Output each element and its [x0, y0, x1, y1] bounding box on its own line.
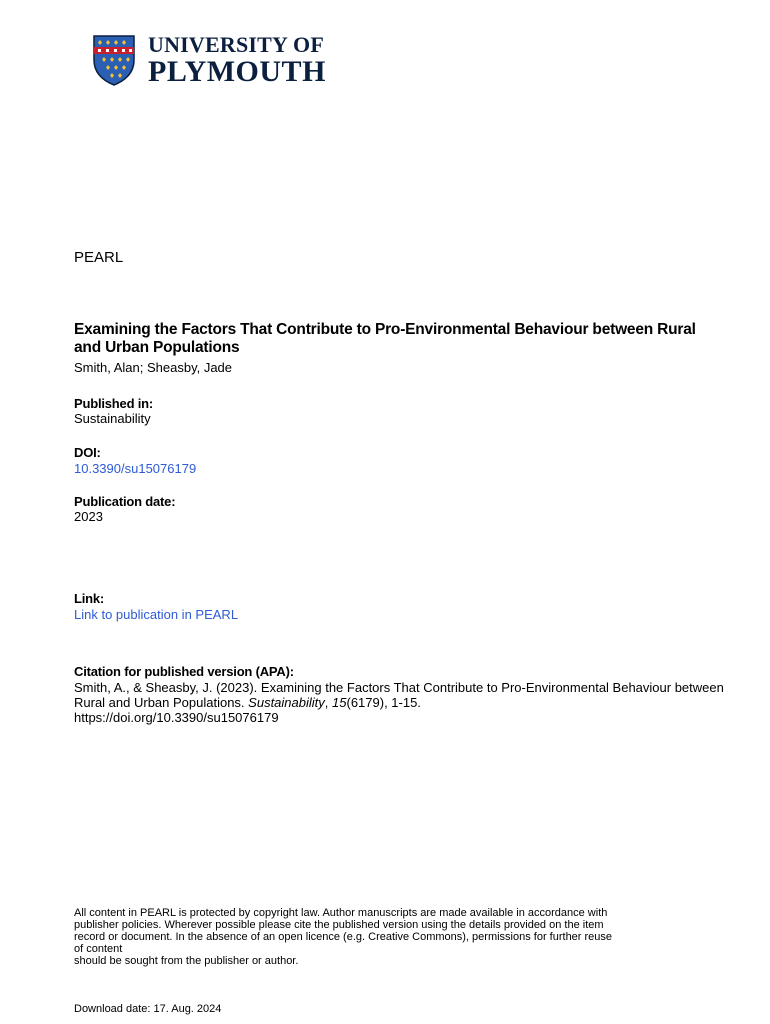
doi-link[interactable]: 10.3390/su15076179 [74, 461, 197, 476]
notice-line-2: publisher policies. Wherever possible please cite the published version using the details provided on the item [74, 919, 604, 931]
doi-label: DOI: [74, 445, 101, 460]
citation-part-2: (6179), 1-15. [346, 695, 421, 710]
notice-line-3: record or document. In the absence of an open licence (e.g. Creative Commons), permissions for further reuse [74, 931, 613, 943]
citation-part-1: Smith, A., & Sheasby, J. (2023). Examining the Factors That Contribute to Pro-Environmental Behaviour between Rural and Urban Populations. [74, 680, 724, 710]
notice-line-4: of content [74, 943, 123, 955]
paper-title: Examining the Factors That Contribute to Pro-Environmental Behaviour between Rural and Urban Populations [74, 321, 696, 356]
notice-line-5: should be sought from the publisher or author. [74, 955, 299, 967]
repository-name: PEARL [74, 249, 124, 266]
download-date: Download date: 17. Aug. 2024 [74, 1003, 222, 1015]
citation-separator: , [324, 695, 333, 710]
doi-section [74, 445, 196, 478]
pearl-publication-link[interactable]: Link to publication in PEARL [74, 607, 239, 622]
citation-text [74, 680, 734, 725]
logo-line-1: UNIVERSITY OF [148, 32, 324, 57]
link-label: Link: [74, 591, 105, 606]
logo-line-2: PLYMOUTH [148, 55, 326, 88]
citation-label: Citation for published version (APA): [74, 664, 294, 679]
copyright-notice [74, 907, 714, 967]
link-section [74, 591, 238, 624]
citation-volume: 15 [332, 695, 347, 710]
published-in-label: Published in: [74, 396, 154, 411]
publication-date-value: 2023 [74, 509, 103, 524]
university-logo [92, 34, 357, 88]
university-shield-icon [92, 34, 136, 86]
publication-date-section [74, 494, 175, 524]
citation-journal: Sustainability [248, 695, 325, 710]
publication-date-label: Publication date: [74, 494, 176, 509]
published-in-section [74, 396, 153, 426]
notice-line-1: All content in PEARL is protected by copyright law. Author manuscripts are made available in accordance with [74, 907, 608, 919]
logo-wordmark [148, 34, 326, 87]
published-in-value: Sustainability [74, 411, 151, 426]
citation-url: https://doi.org/10.3390/su15076179 [74, 710, 279, 725]
paper-authors: Smith, Alan; Sheasby, Jade [74, 360, 233, 375]
